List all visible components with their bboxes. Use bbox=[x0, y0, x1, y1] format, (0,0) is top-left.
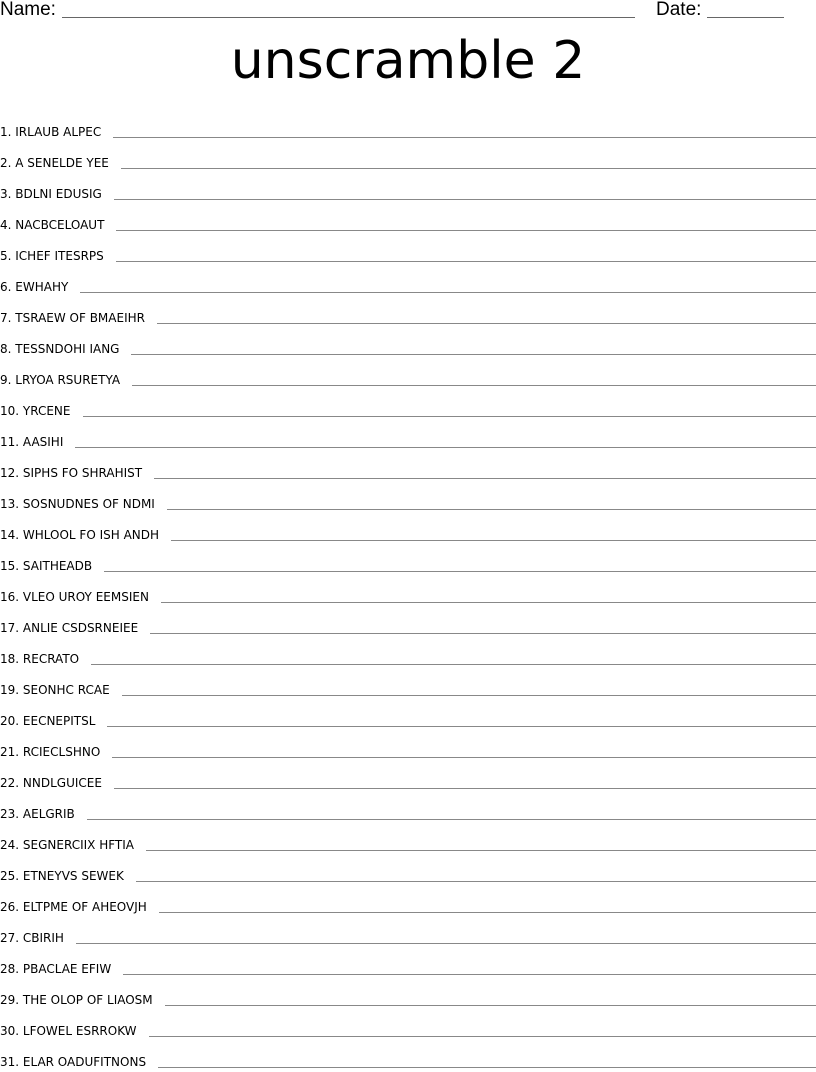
answer-line bbox=[114, 199, 816, 200]
answer-line bbox=[165, 1005, 816, 1006]
answer-line bbox=[83, 416, 816, 417]
answer-line bbox=[132, 385, 816, 386]
list-item bbox=[0, 669, 816, 700]
scrambled-word: 28. PBACLAE EFIW bbox=[0, 959, 123, 979]
list-item bbox=[0, 545, 816, 576]
list-item bbox=[0, 607, 816, 638]
list-item bbox=[0, 824, 816, 855]
scrambled-word: 3. BDLNI EDUSIG bbox=[0, 184, 114, 204]
answer-line bbox=[122, 695, 816, 696]
scrambled-word: 17. ANLIE CSDSRNEIEE bbox=[0, 618, 150, 638]
scrambled-word: 27. CBIRIH bbox=[0, 928, 76, 948]
list-item bbox=[0, 762, 816, 793]
list-item bbox=[0, 979, 816, 1010]
scrambled-word: 18. RECRATO bbox=[0, 649, 91, 669]
scrambled-word: 29. THE OLOP OF LIAOSM bbox=[0, 990, 165, 1010]
list-item bbox=[0, 638, 816, 669]
scrambled-word: 24. SEGNERCIIX HFTIA bbox=[0, 835, 146, 855]
list-item bbox=[0, 793, 816, 824]
list-item bbox=[0, 917, 816, 948]
list-item bbox=[0, 142, 816, 173]
answer-line bbox=[136, 881, 816, 882]
answer-line bbox=[113, 137, 816, 138]
list-item bbox=[0, 1041, 816, 1072]
answer-line bbox=[149, 1036, 816, 1037]
scrambled-word: 4. NACBCELOAUT bbox=[0, 215, 116, 235]
list-item bbox=[0, 297, 816, 328]
list-item bbox=[0, 328, 816, 359]
scrambled-word: 19. SEONHC RCAE bbox=[0, 680, 122, 700]
list-item bbox=[0, 514, 816, 545]
answer-line bbox=[154, 478, 816, 479]
answer-line bbox=[80, 292, 816, 293]
scrambled-word: 8. TESSNDOHI IANG bbox=[0, 339, 131, 359]
scrambled-word: 26. ELTPME OF AHEOVJH bbox=[0, 897, 159, 917]
list-item bbox=[0, 700, 816, 731]
answer-line bbox=[75, 447, 816, 448]
list-item bbox=[0, 452, 816, 483]
answer-line bbox=[112, 757, 816, 758]
list-item bbox=[0, 855, 816, 886]
list-item bbox=[0, 266, 816, 297]
scrambled-word: 6. EWHAHY bbox=[0, 277, 80, 297]
answer-line bbox=[123, 974, 816, 975]
scrambled-word: 20. EECNEPITSL bbox=[0, 711, 107, 731]
answer-line bbox=[157, 323, 816, 324]
list-item bbox=[0, 576, 816, 607]
scrambled-word: 10. YRCENE bbox=[0, 401, 83, 421]
answer-line bbox=[107, 726, 816, 727]
scrambled-word: 11. AASIHI bbox=[0, 432, 75, 452]
list-item bbox=[0, 390, 816, 421]
list-item bbox=[0, 173, 816, 204]
date-label: Date: bbox=[656, 0, 701, 21]
word-list bbox=[0, 111, 816, 1072]
worksheet-header bbox=[0, 0, 816, 24]
scrambled-word: 22. NNDLGUICEE bbox=[0, 773, 114, 793]
answer-line bbox=[87, 819, 816, 820]
scrambled-word: 30. LFOWEL ESRROKW bbox=[0, 1021, 149, 1041]
scrambled-word: 14. WHLOOL FO ISH ANDH bbox=[0, 525, 171, 545]
answer-line bbox=[76, 943, 816, 944]
name-field-line bbox=[62, 17, 635, 18]
scrambled-word: 13. SOSNUDNES OF NDMI bbox=[0, 494, 167, 514]
list-item bbox=[0, 948, 816, 979]
list-item bbox=[0, 235, 816, 266]
list-item bbox=[0, 359, 816, 390]
scrambled-word: 1. IRLAUB ALPEC bbox=[0, 122, 113, 142]
answer-line bbox=[161, 602, 816, 603]
answer-line bbox=[116, 261, 816, 262]
scrambled-word: 23. AELGRIB bbox=[0, 804, 87, 824]
list-item bbox=[0, 421, 816, 452]
answer-line bbox=[150, 633, 816, 634]
list-item bbox=[0, 111, 816, 142]
answer-line bbox=[159, 912, 816, 913]
answer-line bbox=[91, 664, 816, 665]
scrambled-word: 5. ICHEF ITESRPS bbox=[0, 246, 116, 266]
scrambled-word: 25. ETNEYVS SEWEK bbox=[0, 866, 136, 886]
answer-line bbox=[131, 354, 816, 355]
scrambled-word: 2. A SENELDE YEE bbox=[0, 153, 121, 173]
scrambled-word: 15. SAITHEADB bbox=[0, 556, 104, 576]
answer-line bbox=[146, 850, 816, 851]
scrambled-word: 7. TSRAEW OF BMAEIHR bbox=[0, 308, 157, 328]
scrambled-word: 9. LRYOA RSURETYA bbox=[0, 370, 132, 390]
answer-line bbox=[114, 788, 816, 789]
list-item bbox=[0, 483, 816, 514]
answer-line bbox=[167, 509, 816, 510]
name-label: Name: bbox=[0, 0, 56, 21]
answer-line bbox=[104, 571, 816, 572]
answer-line bbox=[121, 168, 816, 169]
answer-line bbox=[116, 230, 816, 231]
list-item bbox=[0, 204, 816, 235]
list-item bbox=[0, 886, 816, 917]
scrambled-word: 12. SIPHS FO SHRAHIST bbox=[0, 463, 154, 483]
date-field-line bbox=[707, 17, 784, 18]
answer-line bbox=[171, 540, 816, 541]
page-title: unscramble 2 bbox=[0, 26, 816, 96]
scrambled-word: 31. ELAR OADUFITNONS bbox=[0, 1052, 158, 1072]
scrambled-word: 16. VLEO UROY EEMSIEN bbox=[0, 587, 161, 607]
scrambled-word: 21. RCIECLSHNO bbox=[0, 742, 112, 762]
list-item bbox=[0, 731, 816, 762]
answer-line bbox=[158, 1067, 816, 1068]
list-item bbox=[0, 1010, 816, 1041]
